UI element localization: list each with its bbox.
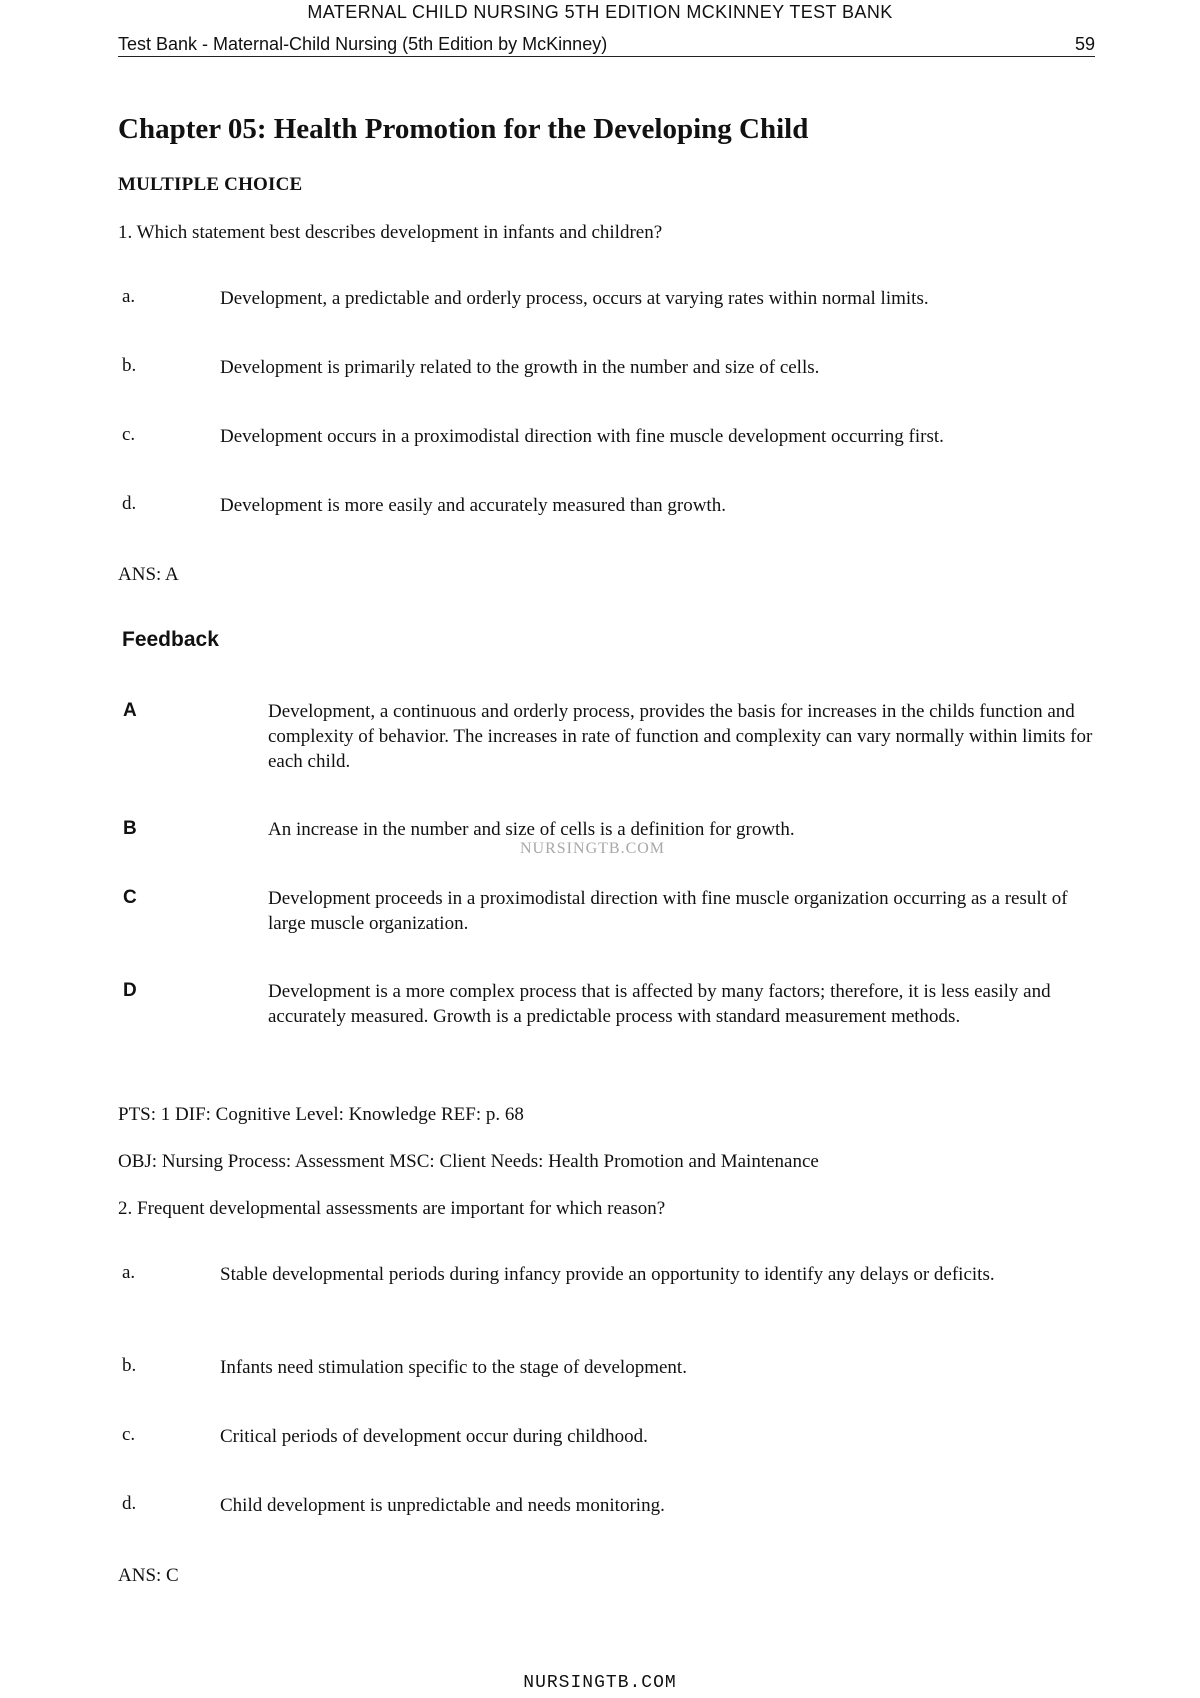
q2-option-c-text: Critical periods of development occur during childhood. (220, 1426, 648, 1447)
header-title: Test Bank - Maternal-Child Nursing (5th Edition by McKinney) (118, 34, 608, 54)
q2-option-b-text: Infants need stimulation specific to the stage of development. (220, 1357, 687, 1378)
feedback-d-letter: D (123, 980, 137, 1001)
q1-option-d-letter: d. (122, 493, 137, 514)
feedback-b-letter: B (123, 818, 137, 839)
q2-option-a-letter: a. (122, 1262, 136, 1283)
feedback-d-text: Development is a more complex process that is affected by many factors; therefore, it is less easily and accurately measured. Growth is a predictable process with standard measurement methods. (268, 981, 1051, 1027)
chapter-title: Chapter 05: Health Promotion for the Developing Child (118, 113, 809, 145)
q1-option-a-letter: a. (122, 286, 136, 307)
q1-answer: ANS: A (118, 564, 179, 585)
q1-option-b-letter: b. (122, 355, 137, 376)
q1-obj-line: OBJ: Nursing Process: Assessment MSC: Client Needs: Health Promotion and Maintenance (118, 1151, 819, 1172)
feedback-b-text: An increase in the number and size of cells is a definition for growth. (268, 819, 795, 840)
feedback-a-letter: A (123, 700, 137, 721)
q1-option-b-text: Development is primarily related to the growth in the number and size of cells. (220, 357, 820, 378)
watermark: NURSINGTB.COM (520, 840, 666, 857)
feedback-heading: Feedback (122, 628, 219, 651)
feedback-c-text: Development proceeds in a proximodistal direction with fine muscle organization occurring as a result of large muscle organization. (268, 888, 1068, 934)
q2-option-c-letter: c. (122, 1424, 136, 1445)
footer-watermark: NURSINGTB.COM (523, 1673, 677, 1693)
q1-option-d-text: Development is more easily and accurately measured than growth. (220, 495, 726, 516)
q2-option-b-letter: b. (122, 1355, 137, 1376)
section-heading: MULTIPLE CHOICE (118, 174, 303, 195)
running-header (118, 34, 1095, 57)
q2-option-d-text: Child development is unpredictable and needs monitoring. (220, 1495, 665, 1516)
q2-option-a-text: Stable developmental periods during infancy provide an opportunity to identify any delays or deficits. (220, 1264, 995, 1285)
q1-pts-line: PTS: 1 DIF: Cognitive Level: Knowledge REF: p. 68 (118, 1104, 524, 1125)
page-number: 59 (1074, 34, 1095, 54)
q1-option-c-text: Development occurs in a proximodistal direction with fine muscle development occurring first. (220, 426, 944, 447)
q2-answer: ANS: C (118, 1565, 179, 1586)
q1-option-a-text: Development, a predictable and orderly process, occurs at varying rates within normal limits. (220, 288, 929, 309)
top-banner: MATERNAL CHILD NURSING 5TH EDITION MCKINNEY TEST BANK (307, 2, 893, 22)
feedback-c-letter: C (123, 887, 137, 908)
question-1-stem: 1. Which statement best describes development in infants and children? (118, 222, 663, 243)
q1-option-c-letter: c. (122, 424, 136, 445)
q2-option-d-letter: d. (122, 1493, 137, 1514)
feedback-a-text: Development, a continuous and orderly process, provides the basis for increases in the childs function and complexity of behavior. The increases in rate of function and complexity can vary normally within limits for each child. (268, 701, 1093, 772)
question-2-stem: 2. Frequent developmental assessments are important for which reason? (118, 1198, 666, 1219)
